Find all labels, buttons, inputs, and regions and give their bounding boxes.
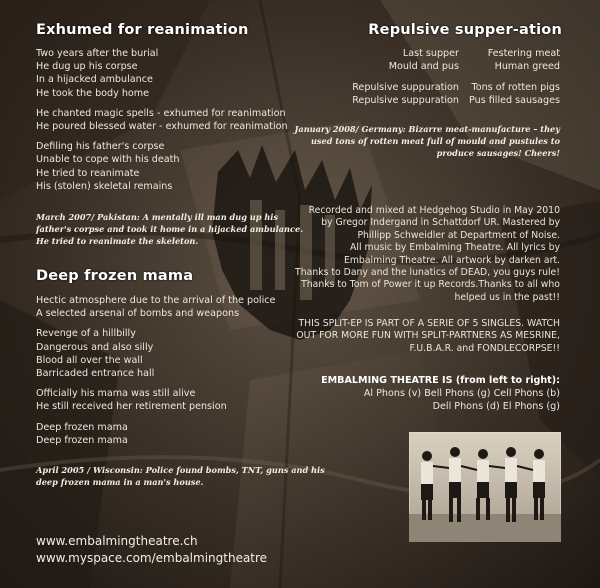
promo-line: THIS SPLIT-EP IS PART OF A SERIE OF 5 SINGLES. WATCH bbox=[298, 318, 560, 329]
lyric-line: He still received her retirement pension bbox=[36, 401, 227, 413]
stanza bbox=[36, 47, 288, 100]
lyric-cell: Repulsive suppuration bbox=[352, 95, 459, 106]
lyric-row bbox=[342, 47, 560, 60]
lyric-cell: Repulsive suppuration bbox=[352, 82, 459, 93]
note-line: used tons of rotten meat full of mould and pustules to bbox=[310, 136, 560, 146]
myspace-link[interactable]: www.myspace.com/embalmingtheatre bbox=[36, 551, 268, 565]
lyric-line: Barricaded entrance hall bbox=[36, 368, 155, 380]
lyrics-exhumed bbox=[36, 47, 288, 200]
note-line: produce sausages! Cheers! bbox=[436, 148, 560, 158]
promo-line: OUT FOR MORE FUN WITH SPLIT-PARTNERS AS MESRINE, bbox=[296, 330, 560, 342]
recording-credits bbox=[295, 205, 560, 304]
lyric-cell: Pus filled sausages bbox=[469, 95, 560, 106]
promo-text bbox=[296, 318, 560, 355]
lyric-line: Dangerous and also silly bbox=[36, 341, 154, 353]
members-line: Dell Phons (d) El Phons (g) bbox=[432, 401, 560, 412]
lyrics-repulsive bbox=[342, 47, 560, 107]
band-links bbox=[36, 533, 267, 567]
lyric-line: In a hijacked ambulance bbox=[36, 74, 153, 86]
song-title-repulsive: Repulsive supper-ation bbox=[368, 22, 562, 38]
lyric-line: He took the body home bbox=[36, 87, 150, 99]
note-line: April 2005 / Wisconsin: Police found bombs, TNT, guns and his bbox=[36, 465, 325, 475]
note-line: father's corpse and took it home in a hijacked ambulance. bbox=[36, 224, 304, 234]
lyric-line: Hectic atmosphere due to the arrival of the police bbox=[36, 295, 276, 306]
lyric-line: A selected arsenal of bombs and weapons bbox=[36, 308, 240, 320]
lyric-line: Deep frozen mama bbox=[36, 421, 128, 433]
lyric-line: Revenge of a hillbilly bbox=[36, 328, 136, 340]
lyric-cell: Festering meat bbox=[487, 48, 560, 59]
stanza bbox=[36, 421, 275, 447]
stanza bbox=[36, 327, 275, 380]
lyric-row bbox=[342, 94, 560, 107]
lyric-row bbox=[342, 81, 560, 94]
website-link[interactable]: www.embalmingtheatre.ch bbox=[36, 534, 198, 548]
stanza bbox=[36, 107, 288, 133]
stanza bbox=[36, 294, 275, 320]
stanza bbox=[36, 140, 288, 193]
note-deep-frozen bbox=[36, 464, 325, 488]
credit-line: Thanks to Tom of Power it up Records.Thanks to all who bbox=[301, 279, 560, 291]
song-title-exhumed: Exhumed for reanimation bbox=[36, 22, 249, 38]
lyric-line: Officially his mama was still alive bbox=[36, 388, 196, 400]
note-repulsive bbox=[295, 123, 560, 159]
credit-line: Phillipp Schweidler at Department of Noise. bbox=[357, 229, 560, 241]
note-exhumed bbox=[36, 211, 303, 247]
credit-line: All music by Embalming Theatre. All lyrics by bbox=[350, 242, 560, 254]
lyrics-deep-frozen bbox=[36, 294, 275, 454]
lyric-cell: Tons of rotten pigs bbox=[471, 82, 560, 93]
stanza bbox=[36, 387, 275, 413]
credit-line: Embalming Theatre. All artwork by darken art. bbox=[344, 254, 560, 266]
band-members bbox=[321, 374, 560, 413]
lyric-cell: Human greed bbox=[494, 61, 560, 72]
lyric-line: He chanted magic spells - exhumed for reanimation bbox=[36, 107, 286, 119]
credit-line: Thanks to Dany and the lunatics of DEAD, you guys rule! bbox=[295, 267, 560, 279]
lyric-line: He dug up his corpse bbox=[36, 61, 138, 73]
note-line: He tried to reanimate the skeleton. bbox=[36, 236, 199, 246]
note-line: March 2007/ Pakistan: A mentally ill man dug up his bbox=[36, 212, 278, 222]
band-photo bbox=[409, 432, 561, 542]
members-line: Al Phons (v) Bell Phons (g) Cell Phons (b) bbox=[363, 388, 560, 399]
note-line: deep frozen mama in a man's house. bbox=[36, 477, 204, 487]
credit-line: by Gregor Indergand in Schattdorf UR. Mastered by bbox=[321, 217, 560, 229]
song-title-deep-frozen: Deep frozen mama bbox=[36, 268, 194, 284]
credit-line: helped us in the past!! bbox=[454, 291, 560, 303]
credit-line: Recorded and mixed at Hedgehog Studio in May 2010 bbox=[308, 205, 560, 216]
lyric-cell: Last supper bbox=[402, 48, 459, 59]
lyric-line: Deep frozen mama bbox=[36, 434, 128, 446]
lyric-line: Two years after the burial bbox=[36, 48, 159, 59]
promo-line: F.U.B.A.R. and FONDLECORPSE!! bbox=[409, 342, 560, 354]
lyric-row bbox=[342, 60, 560, 73]
stanza-gap bbox=[342, 73, 560, 81]
lyric-line: Defiling his father's corpse bbox=[36, 141, 165, 153]
lyric-line: His (stolen) skeletal remains bbox=[36, 180, 173, 192]
lyric-line: He tried to reanimate bbox=[36, 167, 140, 179]
lyric-cell: Mould and pus bbox=[388, 61, 459, 72]
members-heading: EMBALMING THEATRE IS (from left to right): bbox=[321, 375, 560, 386]
lyric-line: Blood all over the wall bbox=[36, 354, 143, 366]
lyric-line: He poured blessed water - exhumed for reanimation bbox=[36, 121, 288, 133]
lyric-line: Unable to cope with his death bbox=[36, 154, 180, 166]
note-line: January 2008/ Germany: Bizarre meat-manufacture – they bbox=[294, 124, 560, 134]
